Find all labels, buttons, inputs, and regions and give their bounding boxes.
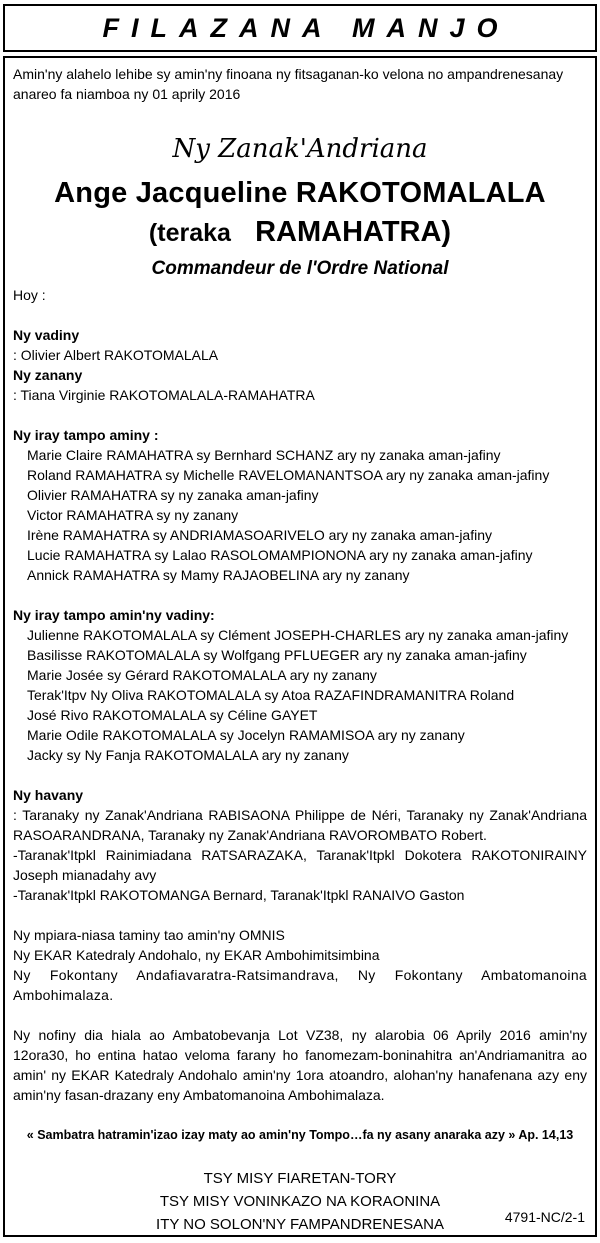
husband-label: Ny vadiny [13,327,80,343]
list-item: Julienne RAKOTOMALALA sy Clément JOSEPH-CHARLES ary ny zanaka aman-jafiny [27,627,569,643]
list-item: Irène RAMAHATRA sy ANDRIAMASOARIVELO ary ny zanaka aman-jafiny [27,527,493,543]
siblings-section [13,425,587,585]
list-item: Lucie RAMAHATRA sy Lalao RASOLOMAMPIONONA ary ny zanaka aman-jafiny [27,547,533,563]
colleagues-line-1: Ny mpiara-niasa taminy tao amin'ny OMNIS [13,927,285,943]
relatives-section [13,785,587,905]
in-laws-section [13,605,587,765]
closing-line: ITY NO SOLON'NY FAMPANDRENESANA [156,1216,444,1233]
relatives-line-2: -Taranak'Itpkl Rainimiadana RATSARAZAKA, Taranak'Itpkl Dokotera RAKOTONIRAINY Joseph mianadahy avy [13,847,587,883]
intro-text: Amin'ny alahelo lehibe sy amin'ny finoana ny fitsaganan-ko velona no ampandrenesanay anareo fa niamboa ny 01 aprily 2016 [13,66,564,102]
honorific: Ny Zanak'Andriana [172,134,428,164]
header-banner [3,4,597,52]
list-item: Terak'Itpv Ny Oliva RAKOTOMALALA sy Atoa RAZAFINDRAMANITRA Roland [27,687,515,703]
scripture-quote: « Sambatra hatramin'izao izay maty ao amin'ny Tompo…fa ny asany anaraka azy » Ap. 14,13 [26,1128,574,1142]
list-item: Marie Odile RAKOTOMALALA sy Jocelyn RAMAMISOA ary ny zanany [27,727,465,743]
child-label: Ny zanany [13,367,83,383]
in-laws-heading: Ny iray tampo amin'ny vadiny: [13,607,215,623]
list-item: Annick RAMAHATRA sy Mamy RAJAOBELINA ary ny zanany [27,567,410,583]
relatives-line-3: -Taranak'Itpkl RAKOTOMANGA Bernard, Taranak'Itpkl RANAIVO Gaston [13,887,465,903]
maiden-name-line [13,214,587,251]
colleagues-line-2: Ny EKAR Katedraly Andohalo, ny EKAR Ambohimitsimbina [13,947,380,963]
list-item: Olivier RAMAHATRA sy ny zanaka aman-jafiny [27,487,319,503]
relatives-label: Ny havany [13,787,84,803]
child-value: : Tiana Virginie RAKOTOMALALA-RAMAHATRA [13,387,315,403]
list-item: Jacky sy Ny Fanja RAKOTOMALALA ary ny zanany [27,747,349,763]
siblings-heading: Ny iray tampo aminy : [13,427,159,443]
husband-line [13,325,587,365]
list-item: Basilisse RAKOTOMALALA sy Wolfgang PFLUEGER ary ny zanaka aman-jafiny [27,647,527,663]
child-line [13,365,587,405]
closing-line: TSY MISY FIARETAN-TORY [203,1170,397,1187]
relatives-text: : Taranaky ny Zanak'Andriana RABISAONA Philippe de Néri, Taranaky ny Zanak'Andriana RASOARANDRANA, Taranaky ny Zanak'Andriana RAVOROMBATO Robert. [13,807,587,843]
closing-line: TSY MISY VONINKAZO NA KORAONINA [159,1193,441,1210]
list-item: Marie Claire RAMAHATRA sy Bernhard SCHANZ ary ny zanaka aman-jafiny [27,447,501,463]
husband-value: : Olivier Albert RAKOTOMALALA [13,347,219,363]
list-item: Marie Josée sy Gérard RAKOTOMALALA ary ny zanany [27,667,377,683]
funeral-details: Ny nofiny dia hiala ao Ambatobevanja Lot VZ38, ny alarobia 06 Aprily 2016 amin'ny 12ora30, ho entina hatao veloma farany ho fanomezam-boninahitra an'Andriamanitra ao amin' ny EKAR Katedraly Andohalo amin'ny 1ora atoandro, alohan'ny hanafenana azy eny amin'ny fasan-drazany eny Ambatomanoina Ambohimalaza. [13,1027,587,1103]
notice-body [3,56,597,1237]
colleagues-section [13,925,587,1005]
list-item: Victor RAMAHATRA sy ny zanany [27,507,239,523]
maiden-name: RAMAHATRA) [255,216,452,248]
relatives-paragraph [13,785,587,845]
colleagues-line-3: Ny Fokontany Andafiavaratra-Ratsimandrava, Ny Fokontany Ambatomanoina Ambohimalaza. [13,967,587,1003]
header-title: FILAZANA MANJO [102,12,510,43]
list-item: Roland RAMAHATRA sy Michelle RAVELOMANANTSOA ary ny zanaka aman-jafiny [27,467,550,483]
hoy-label: Hoy : [13,287,46,303]
maiden-prefix: (teraka [148,219,231,247]
deceased-name: Ange Jacqueline RAKOTOMALALA [54,177,546,209]
closing-block [13,1167,587,1236]
honor-title: Commandeur de l'Ordre National [151,258,449,279]
reference-code: 4791-NC/2-1 [504,1209,585,1225]
family-section [13,325,587,405]
list-item: José Rivo RAKOTOMALALA sy Céline GAYET [27,707,318,723]
funeral-section [13,1025,587,1105]
